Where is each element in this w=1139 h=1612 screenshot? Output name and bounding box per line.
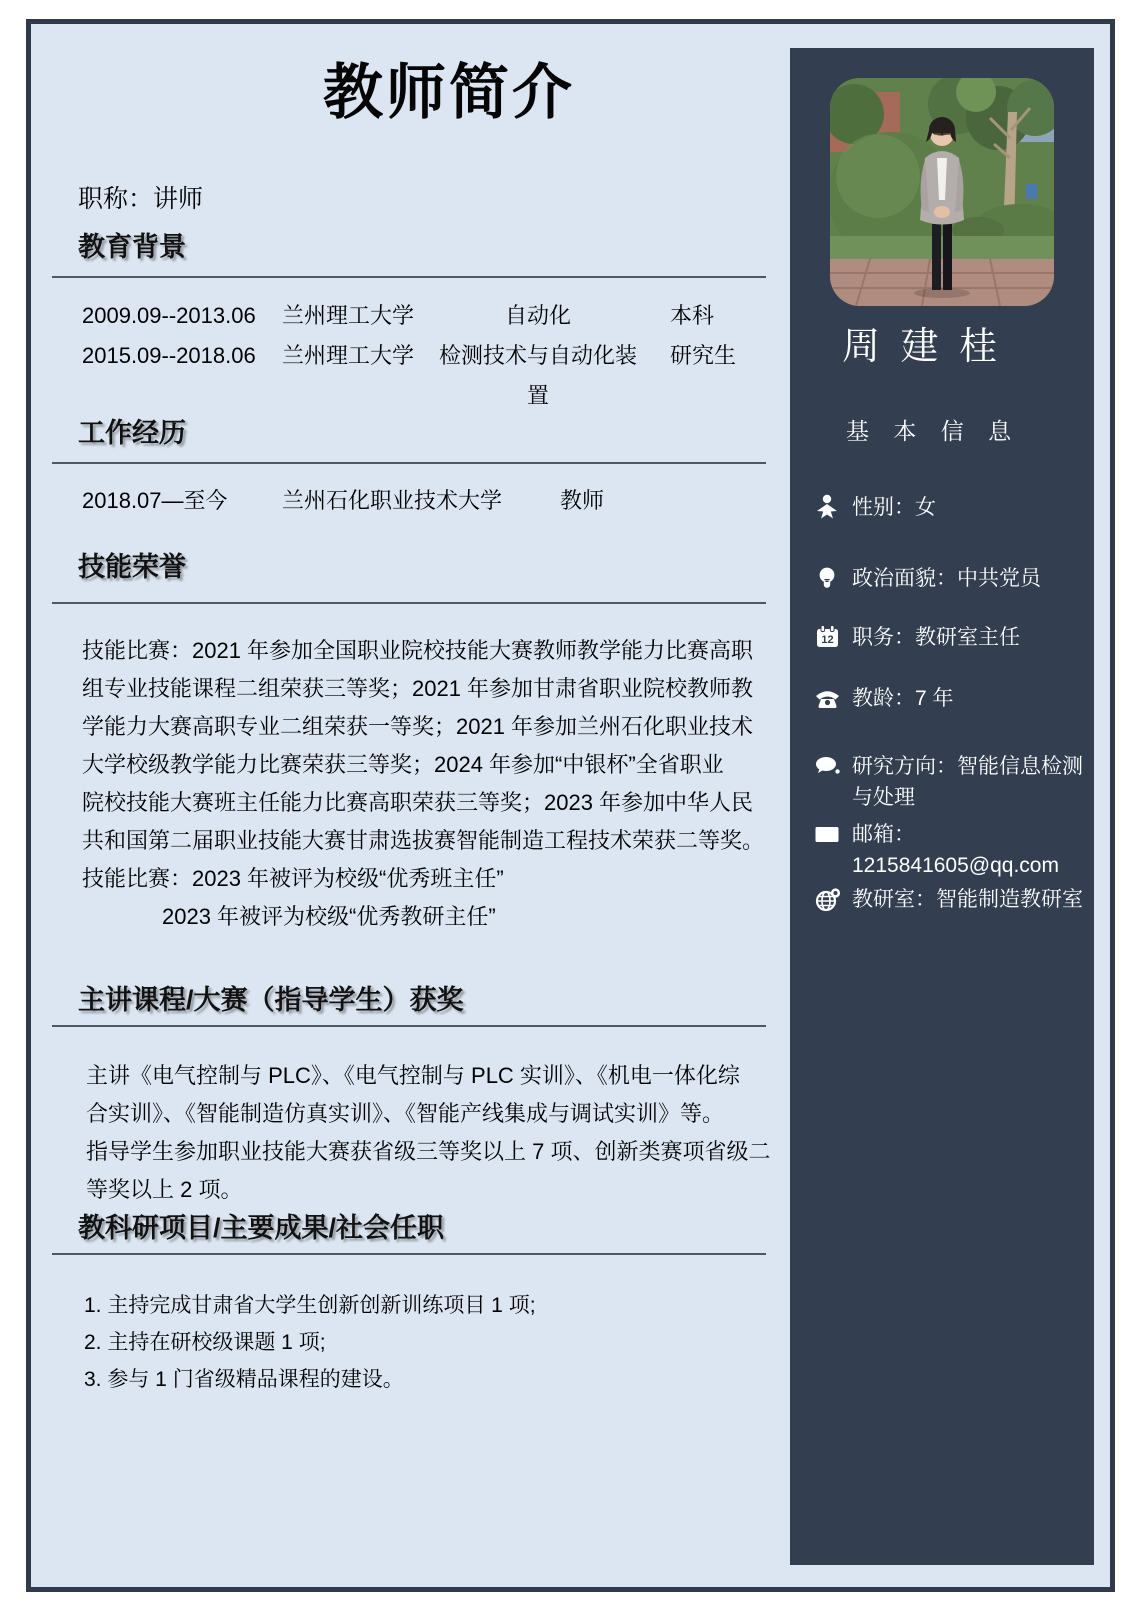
info-position-text: 职务：教研室主任 [852,626,1020,649]
info-political-text: 政治面貌：中共党员 [852,567,1041,590]
profile-photo-illustration [830,78,1054,306]
honors-text-line: 技能比赛：2023 年被评为校级“优秀班主任” [82,866,504,891]
honors-text-line: 院校技能大赛班主任能力比赛高职荣获三等奖；2023 年参加中华人民 [82,790,754,815]
info-research-direction-text: 研究方向：智能信息检测与处理 [852,755,1083,809]
info-teaching-years-text: 教龄：7 年 [852,687,954,710]
info-item-position [814,622,1090,653]
info-item-research-direction [814,751,1090,813]
work-table [82,484,766,518]
info-item-teaching-years [814,683,1090,714]
person-icon [814,492,852,520]
info-teaching-office-text: 教研室：智能制造教研室 [852,888,1083,911]
courses-paragraph [86,1057,771,1209]
info-item-political-status [814,563,1090,594]
section-research-projects [52,1211,766,1398]
chat-icon [814,751,852,779]
globe-icon [814,884,852,913]
section-education [52,230,766,416]
work-role: 教师 [560,488,605,513]
section-rule [52,1025,766,1027]
courses-text-line: 等奖以上 2 项。 [86,1177,243,1202]
work-period: 2018.07—至今 [82,488,228,513]
info-item-gender [814,492,1090,523]
page-title: 教师简介 [323,59,575,126]
mail-icon [814,819,852,847]
section-rule [52,276,766,278]
education-degree: 本科 [670,303,715,328]
education-school: 兰州理工大学 [282,343,415,368]
project-item: 2. 主持在研校级课题 1 项; [84,1331,326,1354]
section-work-experience [52,416,766,518]
info-item-email [814,819,1090,881]
profile-photo [830,78,1054,306]
honors-paragraph [82,632,766,936]
projects-heading: 教科研项目/主要成果/社会任职 [78,1213,445,1243]
education-row [82,336,766,416]
section-rule [52,1253,766,1255]
project-item: 3. 参与 1 门省级精品课程的建设。 [84,1368,404,1391]
job-title-line: 职称：讲师 [78,185,204,213]
honors-text-line: 共和国第二届职业技能大赛甘肃选拔赛智能制造工程技术荣获二等奖。 [82,828,765,853]
section-rule [52,602,766,604]
courses-text-line: 合实训》、《智能制造仿真实训》、《智能产线集成与调试实训》等。 [86,1101,725,1126]
honors-heading: 技能荣誉 [78,552,186,582]
honors-text-line: 2023 年被评为校级“优秀教研主任” [162,904,496,929]
info-gender-text: 性别：女 [852,496,936,519]
projects-list [84,1287,766,1398]
education-period: 2015.09--2018.06 [82,343,256,368]
info-item-teaching-office [814,884,1090,915]
courses-heading: 主讲课程/大赛（指导学生）获奖 [78,985,464,1015]
education-degree: 研究生 [670,343,737,368]
education-school: 兰州理工大学 [282,303,415,328]
education-period: 2009.09--2013.06 [82,303,256,328]
education-row [82,296,766,336]
education-table [82,296,766,416]
sidebar [790,48,1094,1565]
honors-text-line: 组专业技能课程二组荣获三等奖；2021 年参加甘肃省职业院校教师教 [82,676,754,701]
education-major: 检测技术与自动化装置 [438,343,637,408]
honors-text-line: 技能比赛：2021 年参加全国职业院校技能大赛教师教学能力比赛高职 [82,638,754,663]
work-row [82,484,766,518]
work-heading: 工作经历 [78,418,186,448]
project-item: 1. 主持完成甘肃省大学生创新创新训练项目 1 项; [84,1294,536,1317]
courses-text-line: 指导学生参加职业技能大赛获省级三等奖以上 7 项、创新类赛项省级二 [86,1139,771,1164]
courses-text-line: 主讲《电气控制与 PLC》、《电气控制与 PLC 实训》、《机电一体化综 [86,1063,740,1088]
honors-text-line: 学能力大赛高职专业二组荣获一等奖；2021 年参加兰州石化职业技术 [82,714,754,739]
svg-text:12: 12 [821,634,834,646]
honors-text-line: 大学校级教学能力比赛荣获三等奖；2024 年参加“中银杯”全省职业 [82,752,724,777]
phone-icon [814,683,852,711]
work-employer: 兰州石化职业技术大学 [282,488,503,513]
section-skill-honors [52,550,766,936]
info-email-text: 邮箱：1215841605@qq.com [852,823,1059,877]
section-rule [52,462,766,464]
lightbulb-icon [814,563,852,591]
teacher-name: 周 建 桂 [842,326,1003,368]
basic-info-heading: 基 本 信 息 [846,418,1021,444]
basic-info-list [814,492,1090,915]
education-heading: 教育背景 [78,232,186,262]
calendar-icon [814,622,852,650]
education-major: 自动化 [504,303,571,328]
section-courses-awards [52,983,771,1209]
